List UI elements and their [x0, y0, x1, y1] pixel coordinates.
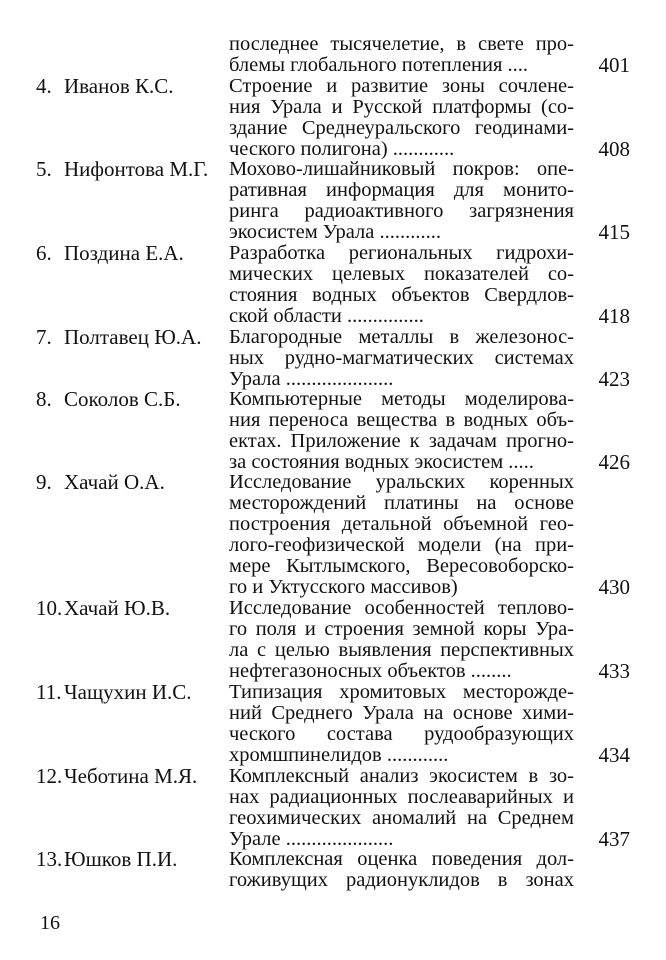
title-line: блемы глобального потепления ....	[229, 54, 529, 76]
title-line: Урале .....................	[229, 828, 394, 850]
entry-number: 9.	[36, 470, 52, 494]
entry-title	[229, 766, 574, 850]
entry-number: 8.	[36, 387, 52, 411]
entry-author: Соколов С.Б.	[64, 387, 181, 411]
title-line: ния переноса вещества в водных объ-	[229, 409, 574, 431]
title-line: ния Урала и Русской платформы (со-	[229, 96, 574, 118]
title-line: Типизация хромитовых месторожде-	[229, 681, 574, 703]
entry-author: Нифонтова М.Г.	[64, 157, 209, 181]
entry-title	[229, 76, 574, 160]
title-line: за состояния водных экосистем .....	[229, 451, 534, 473]
entry-number: 13.	[36, 847, 63, 871]
entry-number: 4.	[36, 74, 52, 98]
title-line: построения детальной объемной гео-	[229, 513, 574, 535]
title-line: го поля и строения земной коры Ура-	[229, 618, 574, 640]
entry-author: Хачай Ю.В.	[64, 596, 171, 620]
title-line: месторождений платины на основе	[229, 492, 574, 514]
title-line: ративная информация для монито-	[229, 179, 574, 201]
title-line: здание Среднеуральского геодинами-	[229, 117, 574, 139]
title-line: Компьютерные методы моделирова-	[229, 388, 574, 410]
entry-page-number: 408	[598, 137, 630, 161]
title-line: последнее тысячелетие, в свете про-	[229, 33, 574, 55]
title-line: экосистем Урала ............	[229, 221, 441, 243]
title-line: нах радиационных послеаварийных и	[229, 786, 574, 808]
title-line: Комплексный анализ экосистем в зо-	[229, 765, 574, 787]
entry-title	[229, 34, 574, 76]
entry-number: 11.	[36, 680, 62, 704]
title-line: ческого полигона) ............	[229, 138, 455, 160]
title-line: хромшпинелидов ............	[229, 744, 449, 766]
entry-author: Чащухин И.С.	[64, 680, 192, 704]
entry-page-number: 434	[598, 743, 630, 767]
title-line: ской области ...............	[229, 305, 424, 327]
entry-page-number: 426	[598, 450, 630, 474]
title-line: геохимических аномалий на Среднем	[229, 807, 574, 829]
entry-number: 12.	[36, 764, 63, 788]
entry-page-number: 430	[598, 575, 630, 599]
entry-author: Чеботина М.Я.	[64, 764, 198, 788]
entry-page-number: 423	[598, 367, 630, 391]
title-line: ектах. Приложение к задачам прогно-	[229, 430, 574, 452]
entry-title	[229, 682, 574, 766]
title-line: нефтегазоносных объектов ........	[229, 660, 512, 682]
entry-page-number: 415	[598, 220, 630, 244]
page-folio-number: 16	[40, 912, 60, 934]
entry-page-number: 401	[598, 53, 630, 77]
entry-title	[229, 389, 574, 473]
title-line: ла с целью выявления перспективных	[229, 639, 574, 661]
title-line: ний Среднего Урала на основе хими-	[229, 702, 574, 724]
entry-page-number: 437	[598, 827, 630, 851]
entry-title	[229, 243, 574, 327]
entry-title	[229, 159, 574, 243]
title-line: ных рудно-магматических системах	[229, 347, 574, 369]
title-line: го и Уктусского массивов)	[229, 576, 458, 598]
title-line: гоживущих радионуклидов в зонах	[229, 869, 574, 891]
title-line: Разработка региональных гидрохи-	[229, 242, 574, 264]
title-line: Комплексная оценка поведения дол-	[229, 848, 574, 870]
entry-author: Юшков П.И.	[64, 847, 178, 871]
entry-number: 5.	[36, 157, 52, 181]
entry-author: Полтавец Ю.А.	[64, 325, 202, 349]
entry-page-number: 433	[598, 659, 630, 683]
title-line: Строение и развитие зоны сочлене-	[229, 75, 574, 97]
title-line: стояния водных объектов Свердлов-	[229, 284, 574, 306]
entry-number: 10.	[36, 596, 63, 620]
entry-title	[229, 327, 574, 390]
title-line: мере Кытлымского, Вересовоборско-	[229, 555, 574, 577]
title-line: Урала .....................	[229, 368, 394, 390]
title-line: Исследование особенностей теплово-	[229, 597, 574, 619]
entry-author: Хачай О.А.	[64, 470, 165, 494]
title-line: лого-геофизической модели (на при-	[229, 534, 574, 556]
title-line: ческого состава рудообразующих	[229, 723, 574, 745]
title-line: Мохово-лишайниковый покров: опе-	[229, 158, 574, 180]
entry-number: 6.	[36, 241, 52, 265]
entry-title	[229, 849, 574, 891]
entry-title	[229, 472, 574, 598]
title-line: Исследование уральских коренных	[229, 471, 574, 493]
title-line: Благородные металлы в железонос-	[229, 326, 574, 348]
entry-number: 7.	[36, 325, 52, 349]
entry-page-number: 418	[598, 304, 630, 328]
title-line: мических целевых показателей со-	[229, 263, 574, 285]
entry-author: Иванов К.С.	[64, 74, 174, 98]
entry-author: Поздина Е.А.	[64, 241, 184, 265]
title-line: ринга радиоактивного загрязнения	[229, 200, 574, 222]
entry-title	[229, 598, 574, 682]
